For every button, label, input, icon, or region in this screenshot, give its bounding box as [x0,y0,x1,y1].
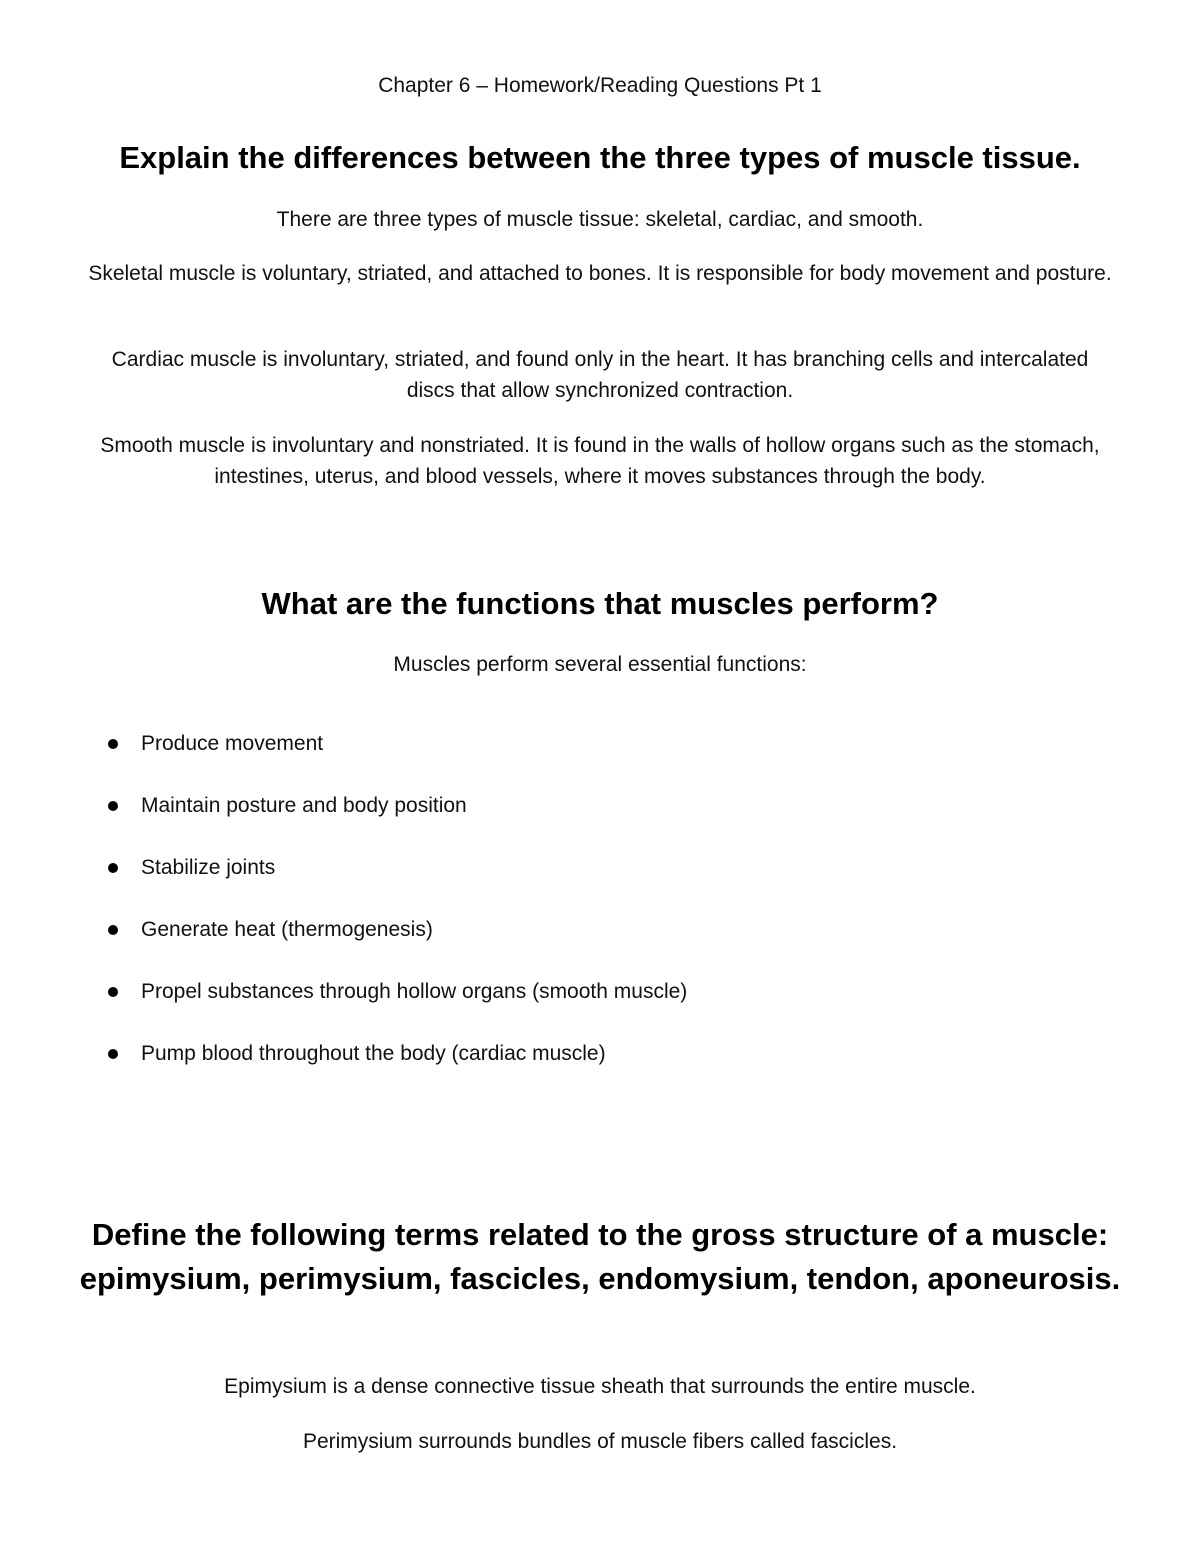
list-item [108,976,687,1038]
paragraph-functions-intro: Muscles perform several essential functions: [393,653,807,676]
list-item [108,852,687,914]
paragraph-epimysium: Epimysium is a dense connective tissue sheath that surrounds the entire muscle. [224,1375,976,1398]
list-item [108,728,687,790]
list-item-text: Maintain posture and body position [141,794,467,817]
paragraph-types-intro: There are three types of muscle tissue: skeletal, cardiac, and smooth. [276,208,924,231]
section-heading-muscle-types: Explain the differences between the three types of muscle tissue. [119,140,1081,175]
list-item [108,1038,687,1100]
bullet-icon [108,739,118,749]
list-item-text: Pump blood throughout the body (cardiac muscle) [141,1042,606,1065]
bullet-icon [108,925,118,935]
list-item [108,790,687,852]
list-item [108,914,687,976]
paragraph-perimysium: Perimysium surrounds bundles of muscle fibers called fascicles. [302,1430,898,1453]
list-item-text: Produce movement [141,732,324,755]
section-heading-gross-structure: Define the following terms related to the gross structure of a muscle: epimysium, perimysium, fascicles, endomysium, tendon, aponeurosis. [79,1217,1121,1296]
functions-bullet-list [108,728,687,1100]
list-item-text: Stabilize joints [141,856,276,879]
section-heading-muscle-functions: What are the functions that muscles perform? [261,586,939,621]
bullet-icon [108,863,118,873]
list-item-text: Propel substances through hollow organs (smooth muscle) [141,980,688,1003]
bullet-icon [108,801,118,811]
bullet-icon [108,1049,118,1059]
list-item-text: Generate heat (thermogenesis) [141,918,433,941]
paragraph-cardiac-muscle: Cardiac muscle is involuntary, striated, and found only in the heart. It has branching cells and intercalated discs that allow synchronized contraction. [111,348,1089,402]
document-title: Chapter 6 – Homework/Reading Questions Pt 1 [378,74,822,97]
paragraph-skeletal-muscle: Skeletal muscle is voluntary, striated, and attached to bones. It is responsible for body movement and posture. [88,262,1112,285]
bullet-icon [108,987,118,997]
paragraph-smooth-muscle: Smooth muscle is involuntary and nonstriated. It is found in the walls of hollow organs such as the stomach, intestines, uterus, and blood vessels, where it moves substances through the body. [100,434,1100,488]
